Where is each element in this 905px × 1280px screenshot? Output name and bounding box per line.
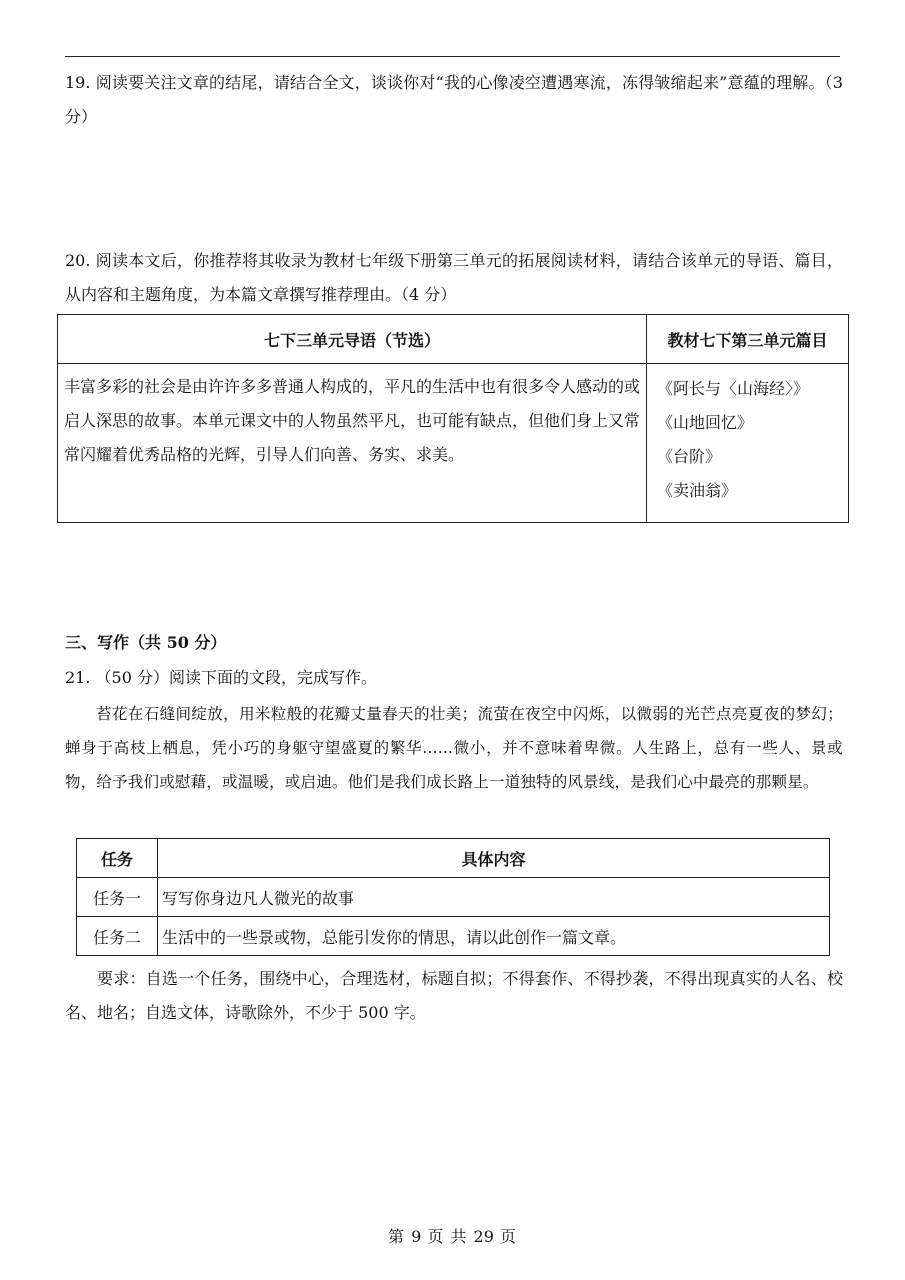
writing-passage: 苔花在石缝间绽放，用米粒般的花瓣丈量春天的壮美；流萤在夜空中闪烁，以微弱的光芒点亮夏夜的梦幻；蝉身于高枝上栖息，凭小巧的身躯守望盛夏的繁华......微小，并不意味着卑微。人生路上，总有一些人、景或物，给予我们或慰藉，或温暖，或启迪。他们是我们成长路上一道独特的风景线，是我们心中最亮的那颗星。: [65, 705, 843, 791]
task-table-header-task: 任务: [77, 839, 158, 878]
task-content: 写写你身边凡人微光的故事: [158, 878, 830, 917]
page-number: 9: [411, 1227, 422, 1246]
footer-suffix: 页: [500, 1227, 518, 1246]
unit-title-item: 《山地回忆》: [657, 413, 754, 432]
unit-table: [57, 314, 849, 523]
unit-title-item: 《卖油翁》: [657, 481, 738, 500]
header-rule: [65, 56, 840, 57]
unit-table-header-intro: 七下三单元导语（节选）: [58, 315, 647, 364]
writing-requirement: 要求：自选一个任务，围绕中心，合理选材，标题自拟；不得套作、不得抄袭，不得出现真实的人名、校名、地名；自选文体，诗歌除外，不少于 500 字。: [65, 969, 843, 1022]
table-row: [77, 878, 830, 917]
question-20: 20. 阅读本文后，你推荐将其收录为教材七年级下册第三单元的拓展阅读材料，请结合该单元的导语、篇目，从内容和主题角度，为本篇文章撰写推荐理由。（4 分）: [65, 251, 843, 304]
unit-intro-text: 丰富多彩的社会是由许许多多普通人构成的，平凡的生活中也有很多令人感动的或启人深思的故事。本单元课文中的人物虽然平凡，也可能有缺点，但他们身上又常常闪耀着优秀品格的光辉，引导人们向善、务实、求美。: [58, 364, 647, 523]
page-total: 29: [473, 1227, 494, 1246]
task-name: 任务二: [77, 917, 158, 956]
task-table: [76, 838, 830, 956]
unit-title-item: 《阿长与〈山海经〉》: [657, 379, 810, 398]
question-19: 19. 阅读要关注文章的结尾，请结合全文，谈谈你对“我的心像凌空遭遇寒流，冻得皱缩起来”意蕴的理解。（3 分）: [65, 73, 843, 126]
footer-mid: 页 共: [427, 1227, 468, 1246]
page-footer: [0, 1224, 905, 1247]
table-row: [77, 917, 830, 956]
unit-table-header-titles: 教材七下第三单元篇目: [647, 315, 849, 364]
unit-titles-cell: [647, 364, 849, 523]
task-table-header-content: 具体内容: [158, 839, 830, 878]
task-content: 生活中的一些景或物，总能引发你的情思，请以此创作一篇文章。: [158, 917, 830, 956]
section-writing-title: 三、写作（共 50 分）: [65, 633, 227, 652]
task-name: 任务一: [77, 878, 158, 917]
footer-prefix: 第: [387, 1227, 405, 1246]
question-21-head: 21. （50 分）阅读下面的文段，完成写作。: [65, 668, 377, 687]
unit-title-item: 《台阶》: [657, 447, 722, 466]
